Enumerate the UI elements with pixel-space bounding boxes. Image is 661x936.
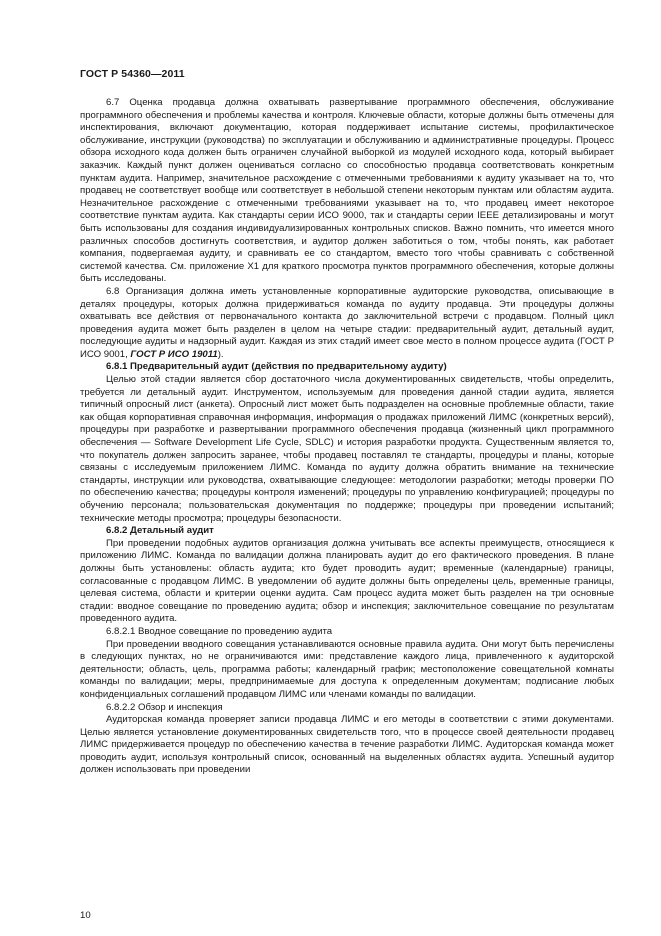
paragraph-6-8 <box>80 286 614 362</box>
standard-reference: ГОСТ Р ИСО 19011 <box>130 348 218 360</box>
document-header: ГОСТ Р 54360—2011 <box>80 68 185 80</box>
heading-6-8-2-2: 6.8.2.2 Обзор и инспекция <box>106 701 223 713</box>
heading-6-8-2-1: 6.8.2.1 Вводное совещание по проведению аудита <box>106 625 333 637</box>
paragraph-6-8-text: 6.8 Организация должна иметь установленные корпоративные аудиторские руководства, описывающие в деталях процедуры, которых должна придерживаться команда по аудиту продавца. Эти процедуры должны охватывать все действия от первоначального контакта до заключительной встречи с продавцом. Полный цикл проведения аудита может быть разделен в целом на четыре стадии: предварительный аудит, детальный аудит, последующие аудиты и надзорный аудит. Каждая из этих стадий имеет свое место в полном процессе аудита (ГОСТ Р ИСО 9001, <box>80 285 614 360</box>
heading-6-8-1: 6.8.1 Предварительный аудит (действия по предварительному аудиту) <box>106 361 447 373</box>
paragraph-6-8-2-1: При проведении вводного совещания устанавливаются основные правила аудита. Они могут быть перечислены в следующих пунктах, но не ограничиваются ими: представление каждого лица, привлеченного к аудиторской деятельности; область, цель, программа работы; календарный график; местоположение совещательной комнаты команды по валидации; меры, предпринимаемые для доступа к определенным документам; подписание любых конфиденциальных соглашений продавцом ЛИМС или членами команды по валидации. <box>80 638 614 700</box>
document-body <box>80 97 614 777</box>
page-number: 10 <box>80 910 91 921</box>
paragraph-6-7: 6.7 Оценка продавца должна охватывать развертывание программного обеспечения, обслуживание программного обеспечения и проблемы качества и контроля. Ключевые области, которые должны быть отмечены для инспектирования, включают документацию, которая поддерживает испытание системы, профилактическое обслуживание, инструкции (руководства) по эксплуатации и обслуживанию и административные процедуры. Процесс обзора исходного кода должен быть ограничен случайной выборкой из модулей исходного кода, который выбирает заказчик. Каждый пункт должен оцениваться согласно со способностью продавца соответствовать конкретным пунктам аудита. Например, значительное расхождение с отмеченными требованиями к аудиту указывает на то, что продавец не соответствует вообще или соответствует в небольшой степени некоторым пунктам или областям аудита. Незначительное расхождение с отмеченными требованиями указывает на то, что продавец имеет некоторое соответствие пунктам аудита. Как стандарты серии ИСО 9000, так и стандарты серии IEEE детализированы и могут быть использованы для создания индивидуализированных контрольных списков. Важно помнить, что имеется много различных способов достигнуть соответствия, и аудитор должен заботиться о том, чтобы понять, как работает компания, подвергаемая аудиту, и сравнивать ее со стандартом, вместо того чтобы сравнивать с собственной системой качества. См. приложение Х1 для краткого просмотра пунктов программного обеспечения, которые должны быть исследованы. <box>80 97 614 285</box>
paragraph-6-8-end: ). <box>217 348 224 360</box>
paragraph-6-8-2: При проведении подобных аудитов организация должна учитывать все аспекты преимуществ, относящиеся к приложению ЛИМС. Команда по валидации должна планировать аудит до его фактического проведения. В плане должны быть установлены: область аудита; кто будет проводить аудит; временные (календарные) границы, согласованные с продавцом ЛИМС. В уведомлении об аудите должны быть определены цель, временные границы, целевая система, области и критерии оценки аудита. Сам процесс аудита может быть разделен на три основные стадии: вводное совещание по проведению аудита; обзор и инспекция; заключительное совещание по результатам проведенного аудита. <box>80 537 614 625</box>
paragraph-6-8-1: Целью этой стадии является сбор достаточного числа документированных свидетельств, чтобы определить, требуется ли детальный аудит. Инструментом, используемым для проведения данной стадии аудита, является типичный опросный лист (анкета). Опросный лист может быть подразделен на основные проблемные области, такие как общая корпоративная справочная информация, информация о продажах приложений ЛИМС (конкретных версий), процедуры при разработке и развертывании программного обеспечения продавца (жизненный цикл программного обеспечения — Software Development Life Cycle, SDLC) и история разработки продукта. Существенным является то, что покупатель должен запросить заранее, чтобы продавец поставлял те стандарты, процедуры и планы, которые связаны с исследуемым приложением ЛИМС. Команда по аудиту должна обратить внимание на технические стандарты, инструкции или руководства, охватывающие следующее: методологии разработки; методы проверки ПО по обеспечению качества; процедуры контроля изменений; процедуры по управлению конфигурацией; процедуры по обучению персонала; пользовательская документация по поддержке; процедуры при проведении испытаний; технические методы просмотра; процедуры безопасности. <box>80 374 614 524</box>
paragraph-6-8-2-2: Аудиторская команда проверяет записи продавца ЛИМС и его методы в соответствии с этими документами. Целью является установление документированных свидетельств того, что в процессе своей деятельности продавец ЛИМС придерживается процедур по обеспечению качества в течение разработки ЛИМС. Аудиторская команда может проводить аудит, используя контрольный список, основанный на выделенных областях аудита. Успешный аудитор должен использовать при проведении <box>80 714 614 776</box>
heading-6-8-2: 6.8.2 Детальный аудит <box>106 525 214 537</box>
